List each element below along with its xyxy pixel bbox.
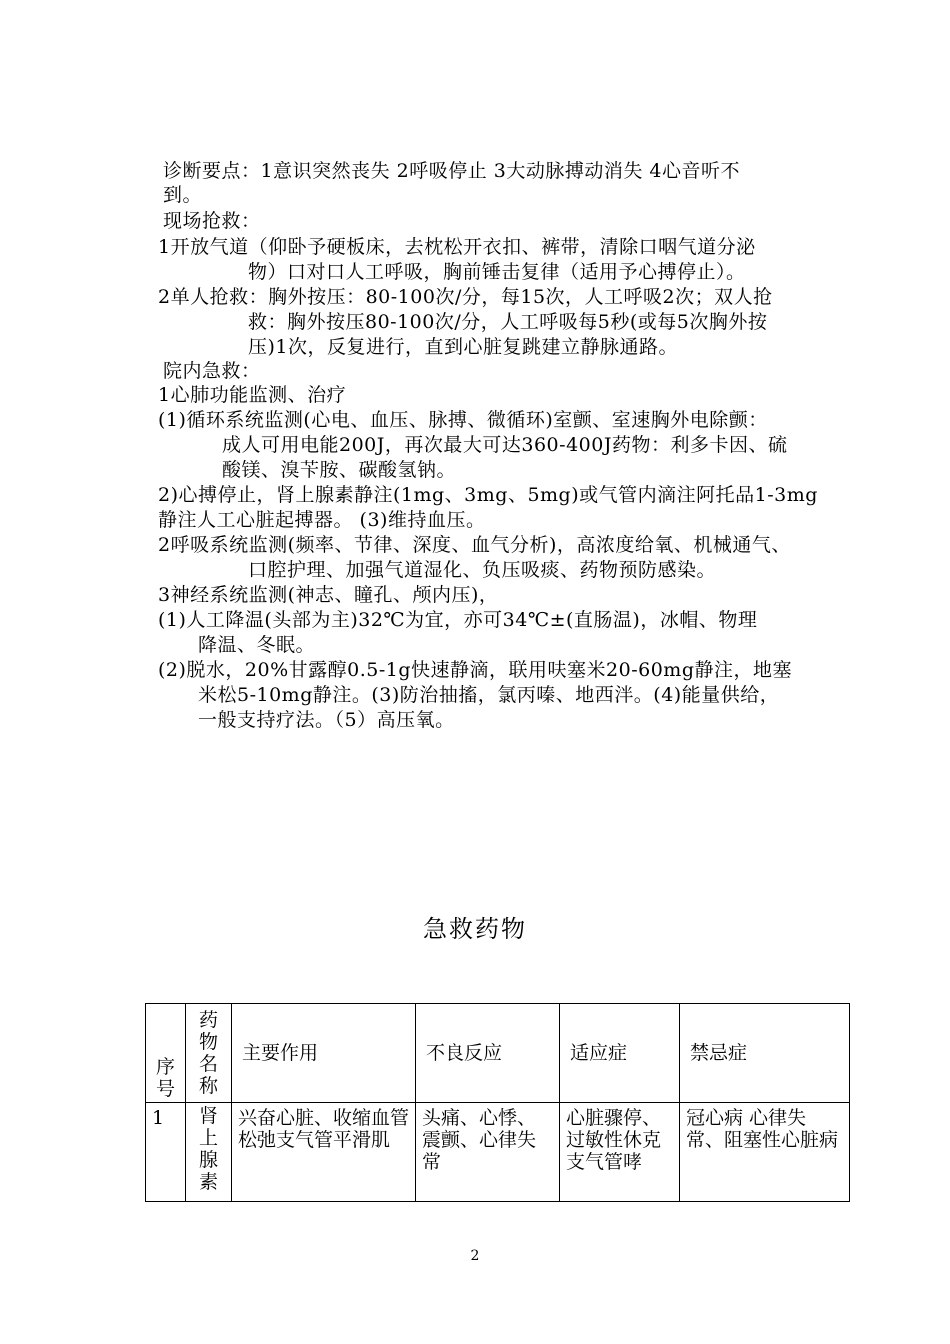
text-line: 现场抢救：	[163, 210, 261, 232]
table-title: 急救药物	[423, 915, 527, 943]
text-line: 米松5-10mg静注。(3)防治抽搐，氯丙嗪、地西泮。(4)能量供给，	[198, 684, 780, 706]
table-row	[146, 1103, 850, 1202]
text-line: 一般支持疗法。（5）高压氧。	[198, 709, 455, 731]
header-cell: 主要作用	[232, 1004, 416, 1103]
text-line: 到。	[163, 184, 203, 206]
table-header-row	[146, 1004, 850, 1103]
header-cell: 禁忌症	[680, 1004, 850, 1103]
text-line: (1)人工降温(头部为主)32℃为宜，亦可34℃±(直肠温)，冰帽、物理	[158, 609, 758, 631]
header-cell: 适应症	[560, 1004, 680, 1103]
text-line: 口腔护理、加强气道湿化、负压吸痰、药物预防感染。	[248, 559, 717, 581]
page-number: 2	[470, 1248, 480, 1264]
header-cell: 序号	[146, 1004, 186, 1103]
text-line: 1心肺功能监测、治疗	[158, 384, 347, 406]
text-line: 成人可用电能200J，再次最大可达360-400J药物：利多卡因、硫	[222, 434, 788, 456]
table-cell: 心脏骤停、过敏性休克 支气管哮	[560, 1103, 680, 1202]
text-line: 2呼吸系统监测(频率、节律、深度、血气分析)，高浓度给氧、机械通气、	[158, 534, 791, 556]
header-cell: 药物名称	[186, 1004, 232, 1103]
text-line: 酸镁、溴苄胺、碳酸氢钠。	[222, 459, 457, 481]
text-line: 物）口对口人工呼吸，胸前锤击复律（适用予心搏停止）。	[248, 261, 746, 283]
header-cell: 不良反应	[416, 1004, 560, 1103]
text-line: 救：胸外按压80-100次/分，人工呼吸每5秒(或每5次胸外按	[248, 311, 768, 333]
table-cell: 肾上腺素	[186, 1103, 232, 1202]
text-line: 降温、冬眠。	[198, 634, 316, 656]
text-line: 2)心搏停止，肾上腺素静注(1mg、3mg、5mg)或气管内滴注阿托品1-3mg	[158, 484, 818, 506]
table-cell: 兴奋心脏、收缩血管松弛支气管平滑肌	[232, 1103, 416, 1202]
text-line: (2)脱水，20%甘露醇0.5-1g快速静滴，联用呋塞米20-60mg静注，地塞	[158, 659, 792, 681]
text-line: 2单人抢救：胸外按压：80-100次/分，每15次，人工呼吸2次；双人抢	[158, 286, 773, 308]
text-line: (1)循环系统监测(心电、血压、脉搏、微循环)室颤、室速胸外电除颤：	[158, 409, 768, 431]
text-line: 1开放气道（仰卧予硬板床，去枕松开衣扣、裤带，清除口咽气道分泌	[158, 236, 756, 258]
table-cell: 头痛、心悸、震颤、心律失常	[416, 1103, 560, 1202]
text-line: 诊断要点：1意识突然丧失 2呼吸停止 3大动脉搏动消失 4心音听不	[163, 160, 740, 182]
table-cell: 1	[146, 1103, 186, 1202]
table-cell: 冠心病 心律失常、阻塞性心脏病	[680, 1103, 850, 1202]
drug-table	[145, 1003, 850, 1202]
text-line: 院内急救：	[163, 360, 261, 382]
text-line: 压)1次，反复进行，直到心脏复跳建立静脉通路。	[248, 336, 679, 358]
text-line: 3神经系统监测(神志、瞳孔、颅内压)，	[158, 584, 499, 606]
text-line: 静注人工心脏起搏器。 (3)维持血压。	[158, 509, 486, 531]
